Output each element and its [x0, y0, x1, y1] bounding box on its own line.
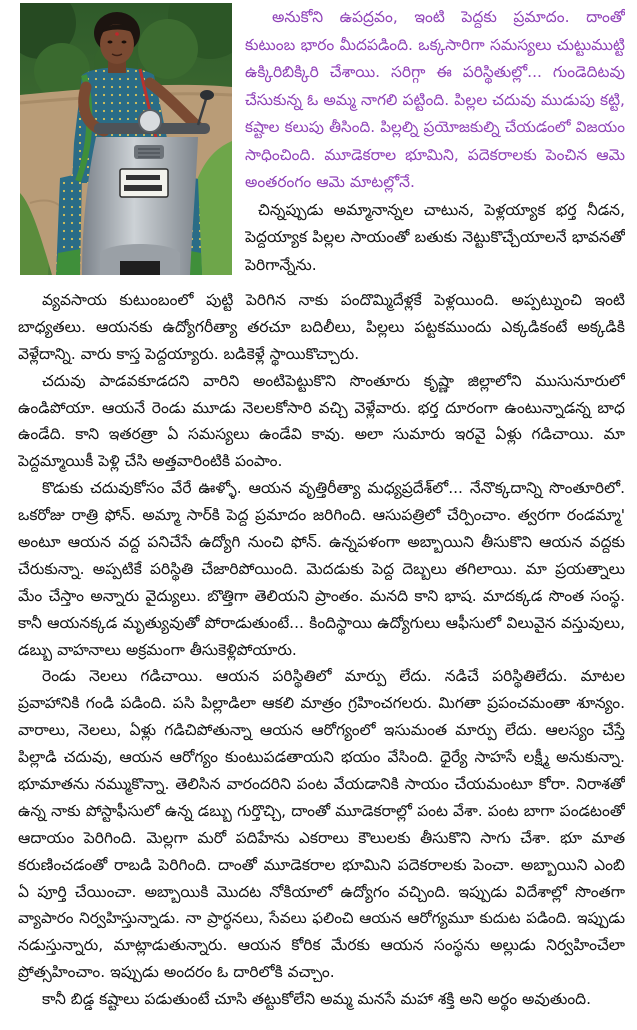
paragraph-line: చదువు పాడవకూడదని వారిని అంటిపెట్టుకొని సొంతూరు కృష్ణా జిల్లాలోని ముసునూరులో: [42, 371, 625, 390]
paragraph-line: వారాలు, నెలలు, ఏళ్లు గడిచిపోతున్నా ఆయన ఆరోగ్యంలో ఇసుమంత మార్పు లేదు. ఆలస్యం చేస్తే: [18, 721, 625, 740]
intro-line: చేసుకున్న ఓ అమ్మ నాగలి పట్టింది. పిల్లల చదువు ముడుపు కట్టి,: [245, 90, 625, 109]
paragraph-line: నడుస్తున్నారు, మాట్లాడుతున్నారు. ఆయన కోరిక మేరకు ఆయన సంస్థను అల్లుడు నిర్వహించేలా: [18, 936, 625, 955]
paragraph-line: బాధ్యతలు. ఆయనకు ఉద్యోగరీత్యా తరచూ బదిలీలు, పిల్లలు పట్టకముందు ఎక్కడికంటే అక్కడికి: [18, 317, 625, 336]
paragraph-line: డబ్బు వాహనాలు అక్రమంగా తీసుకెళ్లిపోయారు.: [18, 640, 297, 659]
body-paragraph: [18, 368, 625, 476]
paragraph-line: భూమాతను నమ్ముకొన్నా. తెలిసిన వారందరిని పంట వేయడానికి సాయం చేయమంటూ కోరా. నిరాశతో: [18, 775, 625, 794]
intro-line: కష్టాల కలుపు తీసింది. పిల్లల్ని ప్రయోజకుల్ని చేయడంలో విజయం: [245, 118, 625, 136]
intro-line: అంతరంగం ఆమె మాటల్లోనే.: [245, 173, 415, 191]
lead-block: [245, 197, 625, 280]
body-paragraph: [18, 475, 625, 663]
right-column: [245, 4, 625, 279]
number-plate: [120, 169, 168, 197]
body-paragraph: [18, 287, 625, 368]
paragraph-line: కొడుకు చదువుకోసం వేరే ఊళ్ళో. ఆయన వృత్తిరీత్యా మధ్యప్రదేశ్‌లో... నేనొక్కదాన్ని సొంతూరిలో.: [42, 479, 625, 498]
paragraph-line: ఆదాయం పెరిగింది. మెల్లగా మరో పదిహేను ఎకరాలు కౌలులకు తీసుకొని సాగు చేశా. భూ మాత: [18, 828, 625, 847]
paragraph-line: పెద్దమ్మాయికీ పెళ్లి చేసి అత్తవారింటికి పంపాం.: [18, 452, 283, 471]
intro-line: ఉక్కిరిబిక్కిరి చేశాయి. సరిగ్గా ఈ పరిస్థితుల్లో... గుండెదిటవు: [245, 63, 625, 81]
paragraph-line: వెళ్లేదాన్ని. వారు కాస్త పెద్దయ్యారు. బడికెళ్లే స్థాయికొచ్చారు.: [18, 344, 360, 363]
paragraph-line: చేరుకున్నా. అప్పటికే పరిస్థితి చేజారిపోయింది. మెదడుకు పెద్ద దెబ్బలు తగిలాయి. మా ప్రయత్నాలు: [18, 559, 625, 578]
body-paragraph: [18, 663, 625, 986]
paragraph-line: ప్రోత్సహించాం. ఇప్పుడు అందరం ఓ దారిలోకి వచ్చాం.: [18, 963, 335, 982]
intro-line: కుటుంబ భారం మీదపడింది. ఒక్కసారిగా సమస్యలు చుట్టుముట్టి: [245, 35, 625, 54]
photo-illustration: [20, 3, 232, 275]
lead-line: చిన్నప్పుడు అమ్మానాన్నల చాటున, పెళ్లయ్యాక భర్త నీడన,: [258, 200, 625, 219]
paragraph-line: రెండు నెలలు గడిచాయి. ఆయన పరిస్థితిలో మార్పు లేదు. నడిచే పరిస్థితిలేదు. మాటల: [42, 667, 625, 686]
intro-block: [245, 4, 625, 197]
closing-line: కానీ బిడ్డ కష్టాలు పడుతుంటే చూసి తట్టుకోలేని అమ్మ మనసే మహా శక్తి అని అర్థం అవుతుంది.: [42, 990, 592, 1009]
paragraph-line: పిల్లాడి చదువు, ఆయన ఆరోగ్యం కుంటుపడతాయని భయం వేసింది. ధైర్యే సాహసే లక్ష్మీ అనుకున్నా.: [18, 748, 625, 767]
paragraph-line: వ్యవసాయ కుటుంబంలో పుట్టి పెరిగిన నాకు పందొమ్మిదేళ్లకే పెళ్లయింది. అప్పట్నుంచి ఇంటి: [42, 291, 625, 309]
paragraph-line: వ్యాపారం నిర్వహిస్తున్నాడు. నా ప్రార్థనలు, సేవలు ఫలించి ఆయన ఆరోగ్యమూ కుదుట పడింది. ఇప్పుడు: [18, 909, 625, 928]
paragraph-line: ఉండేది. కాని ఇతరత్రా ఏ సమస్యలు ఉండేవి కావు. అలా సుమారు ఇరవై ఏళ్లు గడిచాయి. మా: [18, 425, 625, 444]
lead-line: పెద్దయ్యాక పిల్లల సాయంతో బతుకు నెట్టుకొచ్చేయాలనే భావనతో: [245, 228, 625, 246]
paragraph-line: మేం చేస్తాం అన్నారు వైద్యులు. బొత్తిగా తెలియని ప్రాంతం. మనది కాని భాష. మాదక్కడ సొంత సంస్థ.: [18, 586, 625, 605]
paragraph-line: కానీ ఆయనక్కడ మృత్యువుతో పోరాడుతుంటే... కిందిస్థాయి ఉద్యోగులు ఆఫీసులో విలువైన వస్తువులు,: [18, 613, 625, 632]
article-photo: [20, 3, 232, 275]
paragraph-line: అంటూ ఆయన వద్ద పనిచేసే ఉద్యోగి నుంచి ఫోన్. ఉన్నపళంగా అబ్బాయిని తీసుకొని ఆయన వద్దకు: [18, 533, 625, 552]
paragraph-line: ఉన్న నాకు పోస్టాఫీసులో ఉన్న డబ్బు గుర్తొచ్చి, దాంతో మూడెకరాల్లో పంట వేశా. పంట బాగా పండటంతో: [18, 801, 625, 820]
intro-line: అనుకోని ఉపద్రవం, ఇంటి పెద్దకు ప్రమాదం. దాంతో: [272, 8, 625, 26]
article-body: [18, 287, 625, 1013]
paragraph-line: ఏ పూర్తి చేయించా. అబ్బాయికి మొదట నోకియాలో ఉద్యోగం వచ్చింది. ఇప్పుడు విదేశాల్లో సొంతగా: [18, 882, 625, 901]
lead-line: పెరిగాన్నేను.: [245, 255, 317, 274]
paragraph-line: ఉండిపోయా. ఆయనే రెండు మూడు నెలలకోసారి వచ్చి వెళ్లేవారు. భర్త దూరంగా ఉంటున్నాడన్న బాధ: [18, 398, 625, 417]
paragraph-line: ప్రవాహానికి గండి పడింది. పసి పిల్లాడిలా ఆకలి మాత్రం గ్రహించగలరు. మిగతా ప్రపంచమంతా శూన్యం.: [18, 694, 625, 713]
paragraph-line: కరుణించడంతో రాబడి పెరిగింది. దాంతో మూడెకరాల భూమిని పదెకరాలకు పెంచా. అబ్బాయిని ఎంబి: [18, 855, 625, 874]
paragraph-line: ఒకరోజు రాత్రి ఫోన్. అమ్మా సార్‌కి పెద్ద ప్రమాదం జరిగింది. ఆసుపత్రిలో చేర్పించాం. త్వరగా రండమ్మా': [18, 506, 625, 525]
intro-line: సాధించింది. మూడెకరాల భూమిని, పదెకరాలకు పెంచిన ఆమె: [245, 145, 625, 164]
